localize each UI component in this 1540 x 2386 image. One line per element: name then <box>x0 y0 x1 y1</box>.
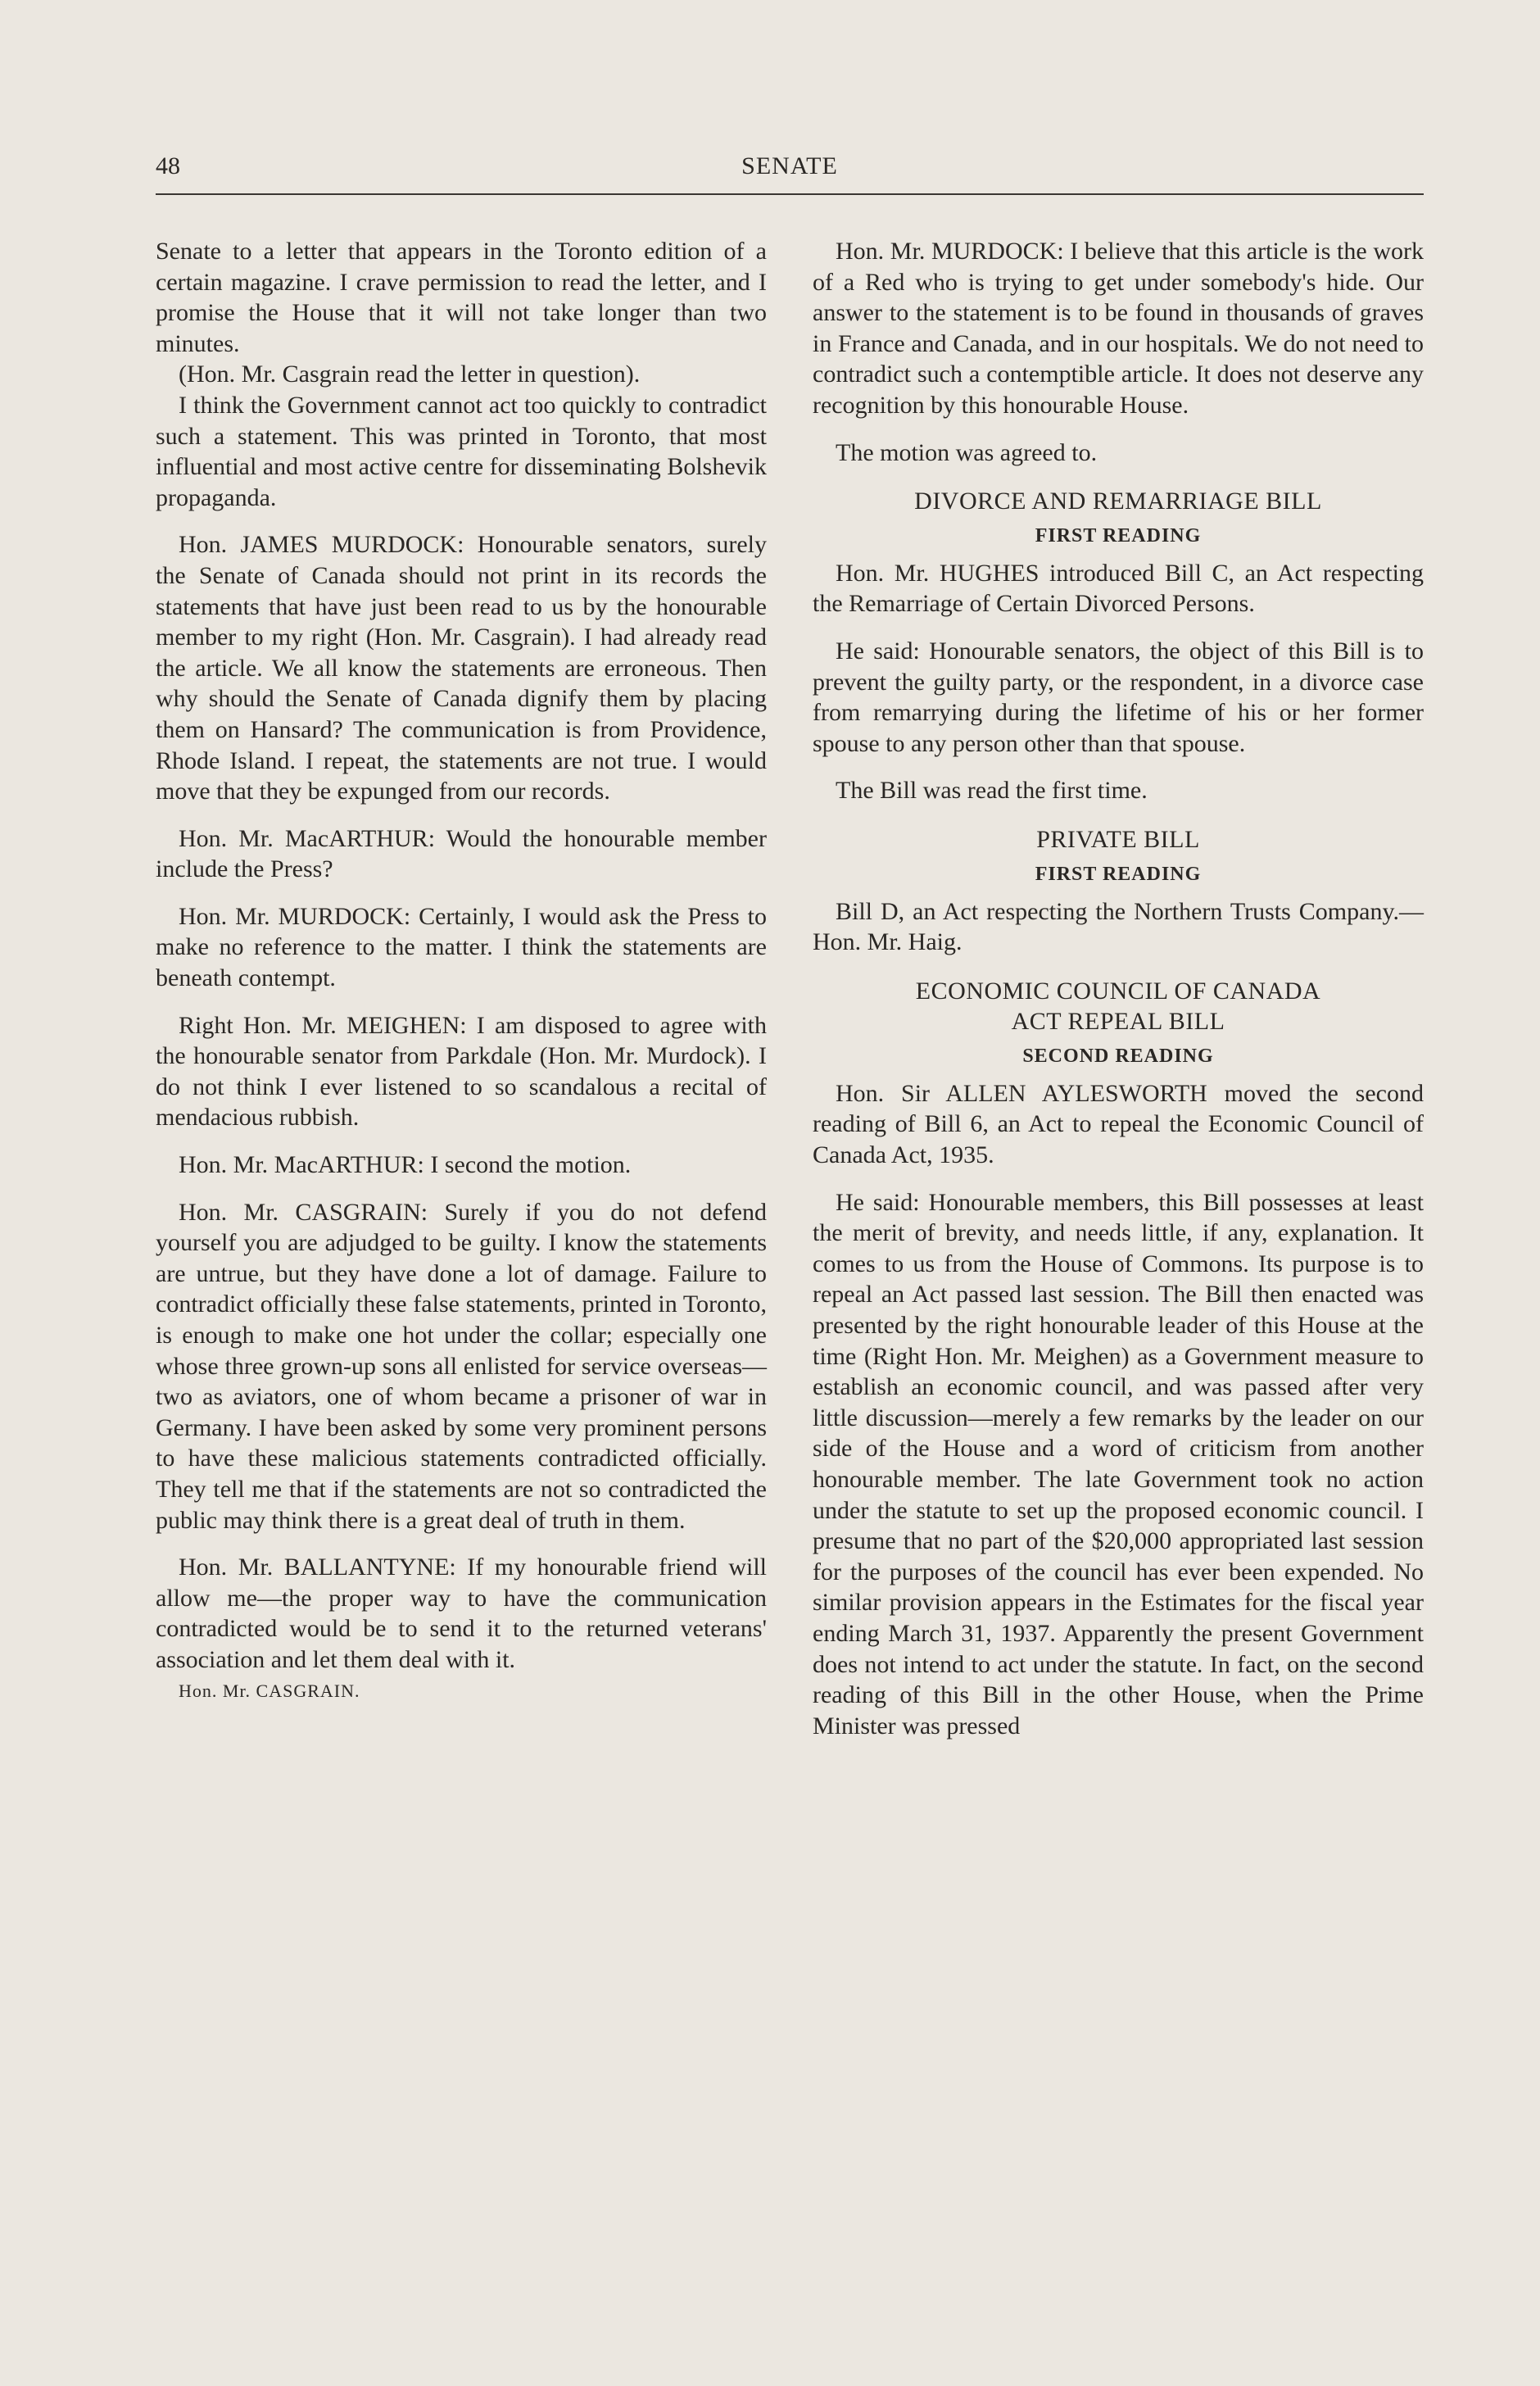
paragraph: (Hon. Mr. Casgrain read the letter in question). <box>179 361 641 388</box>
paragraph: Hon. Mr. HUGHES introduced Bill C, an Act respecting the Remarriage of Certain Divorced Persons. <box>813 559 1424 618</box>
running-head: SENATE <box>741 152 838 179</box>
heading-line: ACT REPEAL BILL <box>1011 1008 1225 1036</box>
section-heading <box>813 976 1424 1037</box>
section-heading: PRIVATE BILL <box>1036 825 1200 853</box>
section-subheading: SECOND READING <box>1022 1045 1214 1067</box>
paragraph: He said: Honourable senators, the object of this Bill is to prevent the guilty party, or the respondent, in a divorce case from remarrying during the lifetime of his or her former spouse to any person other than that spouse. <box>813 637 1424 757</box>
page-number: 48 <box>156 152 180 179</box>
column-footer-note: Hon. Mr. CASGRAIN. <box>179 1680 360 1701</box>
speech-murdock: Hon. Mr. MURDOCK: I believe that this article is the work of a Red who is trying to get under somebody's hide. Our answer to the statement is to be found in thousands of graves in France and Canada, and in our hospitals. We do not need to contradict such a contemptible article. It does not deserve any recognition by this honourable House. <box>813 238 1424 419</box>
speech-ballantyne: Hon. Mr. BALLANTYNE: If my honourable friend will allow me—the proper way to have the communication contradicted would be to send it to the returned veterans' association and let them deal with it. <box>156 1554 767 1673</box>
speech-meighen: Right Hon. Mr. MEIGHEN: I am disposed to agree with the honourable senator from Parkdale (Hon. Mr. Murdock). I do not think I ever listened to so scandalous a recital of mendacious rubbish. <box>156 1011 767 1132</box>
paragraph: Senate to a letter that appears in the Toronto edition of a certain magazine. I crave permission to read the letter, and I promise the House that it will not take longer than two minutes. <box>156 238 767 357</box>
speech-macarthur: Hon. Mr. MacARTHUR: I second the motion. <box>179 1151 632 1179</box>
speech-murdock: Hon. Mr. MURDOCK: Certainly, I would ask the Press to make no reference to the matter. I think the statements are beneath contempt. <box>156 902 767 992</box>
paragraph: He said: Honourable members, this Bill possesses at least the merit of brevity, and needs little, if any, explanation. It comes to us from the House of Commons. Its purpose is to repeal an Act passed last session. The Bill then enacted was presented by the right honourable leader of this House at the time (Right Hon. Mr. Meighen) as a Government measure to establish an economic council, and was passed after very little discussion—merely a few remarks by the leader on our side of the House and a word of criticism from another honourable member. The late Government took no action under the statute to set up the proposed economic council. I presume that no part of the $20,000 appropriated last session for the purposes of the council has ever been expended. No similar provision appears in the Estimates for the fiscal year ending March 31, 1937. Apparently the present Government does not intend to act under the statute. In fact, on the second reading of this Bill in the other House, when the Prime Minister was pressed <box>813 1188 1424 1740</box>
paragraph: Hon. Sir ALLEN AYLESWORTH moved the second reading of Bill 6, an Act to repeal the Economic Council of Canada Act, 1935. <box>813 1079 1424 1169</box>
section-subheading: FIRST READING <box>1035 863 1202 885</box>
paragraph: The Bill was read the first time. <box>836 777 1148 805</box>
paragraph: I think the Government cannot act too quickly to contradict such a statement. This was printed in Toronto, that most influential and most active centre for disseminating Bolshevik propaganda. <box>156 391 767 511</box>
header-rule <box>156 193 1424 195</box>
paragraph: The motion was agreed to. <box>836 438 1098 466</box>
speech-murdock: Hon. JAMES MURDOCK: Honourable senators, surely the Senate of Canada should not print in its records the statements that have just been read to us by the honourable member to my right (Hon. Mr. Casgrain). I had already read the article. We all know the statements are erroneous. Then why should the Senate of Canada dignify them by placing them on Hansard? The communication is from Providence, Rhode Island. I repeat, the statements are not true. I would move that they be expunged from our records. <box>156 531 767 805</box>
speech-casgrain: Hon. Mr. CASGRAIN: Surely if you do not defend yourself you are adjudged to be guilty. I know the statements are untrue, but they have done a lot of damage. Failure to contradict officially these false statements, printed in Toronto, is enough to make one hot under the collar; especially one whose three grown-up sons all enlisted for service overseas—two as aviators, one of whom became a prisoner of war in Germany. I have been asked by some very prominent persons to have these malicious statements contradicted officially. They tell me that if the statements are not so contradicted the public may think there is a great deal of truth in them. <box>156 1198 767 1534</box>
section-heading: DIVORCE AND REMARRIAGE BILL <box>914 488 1322 515</box>
right-column <box>813 236 1424 1741</box>
section-subheading: FIRST READING <box>1035 524 1202 547</box>
page-header <box>156 152 1424 188</box>
speech-macarthur: Hon. Mr. MacARTHUR: Would the honourable member include the Press? <box>156 824 767 883</box>
left-column <box>156 236 767 1706</box>
paragraph: Bill D, an Act respecting the Northern Trusts Company.—Hon. Mr. Haig. <box>813 897 1424 956</box>
heading-line: ECONOMIC COUNCIL OF CANADA <box>915 977 1321 1005</box>
